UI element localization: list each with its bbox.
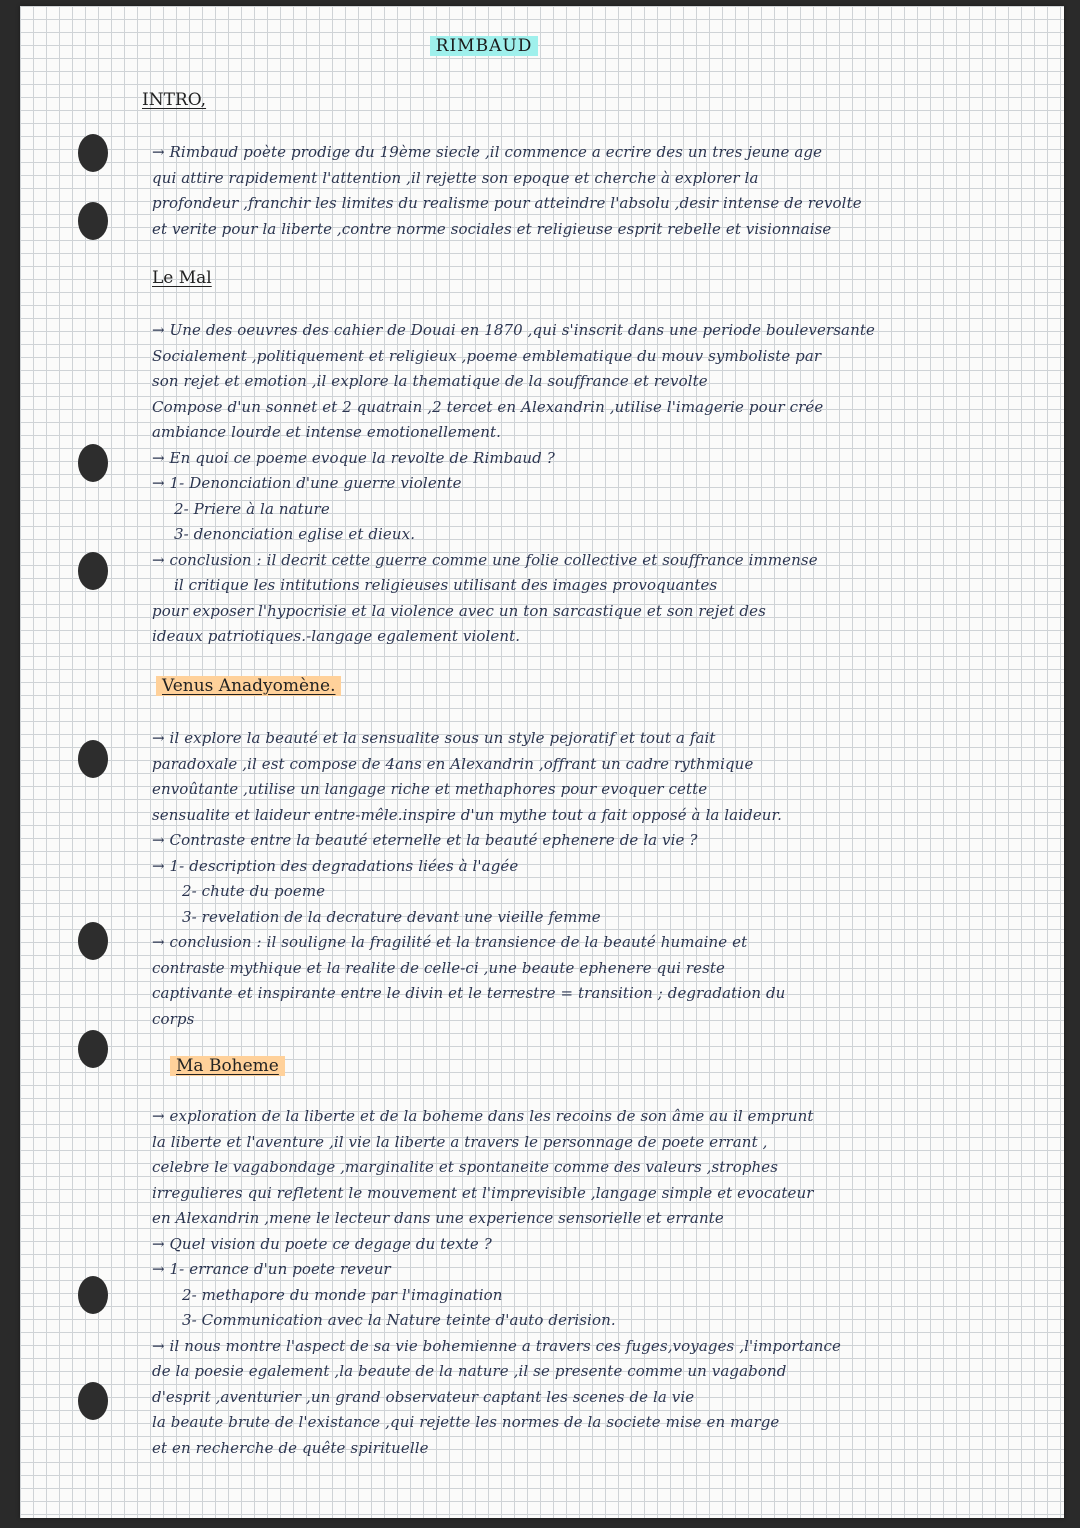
binder-hole xyxy=(78,134,108,172)
text-line: → il explore la beauté et la sensualite sous un style pejoratif et tout a fait xyxy=(152,729,716,747)
page-title: RIMBAUD xyxy=(430,36,538,56)
notebook-page xyxy=(20,6,1064,1518)
binder-hole xyxy=(78,202,108,240)
text-line: irregulieres qui refletent le mouvement et l'imprevisible ,langage simple et evocateur xyxy=(152,1183,814,1202)
text-line: → 1- Denonciation d'une guerre violente xyxy=(152,474,462,492)
text-line: Compose d'un sonnet et 2 quatrain ,2 tercet en Alexandrin ,utilise l'imagerie pour crée xyxy=(152,397,824,416)
text-line: 2- methapore du monde par l'imagination xyxy=(182,1285,503,1304)
binder-hole xyxy=(78,1030,108,1068)
text-line: paradoxale ,il est compose de 4ans en Alexandrin ,offrant un cadre rythmique xyxy=(152,754,754,773)
text-line: profondeur ,franchir les limites du realisme pour atteindre l'absolu ,desir intense de revolte xyxy=(152,194,862,212)
text-line: → conclusion : il decrit cette guerre comme une folie collective et souffrance immense xyxy=(152,550,818,569)
heading-highlight: Ma Boheme xyxy=(170,1056,285,1076)
text-line: la liberte et l'aventure ,il vie la liberte a travers le personnage de poete errant , xyxy=(152,1132,768,1151)
text-line: contraste mythique et la realite de celle-ci ,une beaute ephenere qui reste xyxy=(152,958,726,977)
text-line: 3- Communication avec la Nature teinte d'auto derision. xyxy=(182,1311,616,1329)
text-line: et en recherche de quête spirituelle xyxy=(152,1438,429,1457)
text-line: 2- Priere à la nature xyxy=(174,499,330,518)
text-line: → 1- description des degradations liées à l'agée xyxy=(152,856,519,875)
text-line: → conclusion : il souligne la fragilité et la transience de la beauté humaine et xyxy=(152,933,748,951)
binder-hole xyxy=(78,740,108,778)
text-line: ideaux patriotiques.-langage egalement violent. xyxy=(152,627,521,645)
section-heading-ma-boheme xyxy=(170,1056,285,1076)
section-heading-le-mal: Le Mal xyxy=(152,268,212,288)
text-line: captivante et inspirante entre le divin et le terrestre = transition ; degradation du xyxy=(152,984,786,1002)
text-line: 3- revelation de la decrature devant une vieille femme xyxy=(182,907,601,926)
text-line: → Rimbaud poète prodige du 19ème siecle ,il commence a ecrire des un tres jeune age xyxy=(152,143,823,161)
section-ma-boheme-body xyxy=(152,1104,1002,1461)
text-line: d'esprit ,aventurier ,un grand observateur captant les scenes de la vie xyxy=(152,1387,695,1406)
text-line: → Une des oeuvres des cahier de Douai en 1870 ,qui s'inscrit dans une periode bouleversante xyxy=(152,321,875,339)
text-line: → En quoi ce poeme evoque la revolte de Rimbaud ? xyxy=(152,448,555,467)
text-line: et verite pour la liberte ,contre norme sociales et religieuse esprit rebelle et visionnaise xyxy=(152,219,832,238)
heading-highlight: Venus Anadyomène. xyxy=(156,676,341,696)
binder-hole xyxy=(78,552,108,590)
text-line: 3- denonciation eglise et dieux. xyxy=(174,525,416,543)
text-line: → il nous montre l'aspect de sa vie bohemienne a travers ces fuges,voyages ,l'importance xyxy=(152,1336,841,1355)
text-line: ambiance lourde et intense emotionellement. xyxy=(152,423,502,441)
binder-hole xyxy=(78,1382,108,1420)
section-heading-venus xyxy=(156,676,341,696)
text-line: celebre le vagabondage ,marginalite et spontaneite comme des valeurs ,strophes xyxy=(152,1158,779,1176)
binder-hole xyxy=(78,1276,108,1314)
text-line: il critique les intitutions religieuses utilisant des images provoquantes xyxy=(174,576,718,594)
section-le-mal-body xyxy=(152,318,1002,650)
text-line: la beaute brute de l'existance ,qui rejette les normes de la societe mise en marge xyxy=(152,1413,780,1431)
text-line: pour exposer l'hypocrisie et la violence avec un ton sarcastique et son rejet des xyxy=(152,601,766,620)
binder-hole xyxy=(78,922,108,960)
text-line: → exploration de la liberte et de la boheme dans les recoins de son âme au il emprunt xyxy=(152,1107,814,1125)
text-line: qui attire rapidement l'attention ,il rejette son epoque et cherche à explorer la xyxy=(152,168,759,187)
text-line: Socialement ,politiquement et religieux ,poeme emblematique du mouv symboliste par xyxy=(152,346,822,365)
text-line: → 1- errance d'un poete reveur xyxy=(152,1260,391,1278)
text-line: → Contraste entre la beauté eternelle et la beauté ephenere de la vie ? xyxy=(152,831,698,849)
text-line: 2- chute du poeme xyxy=(182,882,326,900)
text-line: son rejet et emotion ,il explore la thematique de la souffrance et revolte xyxy=(152,372,708,390)
text-line: → Quel vision du poete ce degage du texte ? xyxy=(152,1234,492,1253)
section-intro-body xyxy=(152,140,1002,242)
text-line: de la poesie egalement ,la beaute de la nature ,il se presente comme un vagabond xyxy=(152,1362,787,1380)
text-line: envoûtante ,utilise un langage riche et methaphores pour evoquer cette xyxy=(152,780,708,798)
text-line: en Alexandrin ,mene le lecteur dans une experience sensorielle et errante xyxy=(152,1209,724,1227)
text-line: corps xyxy=(152,1009,195,1028)
section-heading-intro: INTRO, xyxy=(142,90,207,110)
section-venus-body xyxy=(152,726,1002,1032)
binder-hole xyxy=(78,444,108,482)
text-line: sensualite et laideur entre-mêle.inspire d'un mythe tout a fait opposé à la laideur. xyxy=(152,805,783,824)
